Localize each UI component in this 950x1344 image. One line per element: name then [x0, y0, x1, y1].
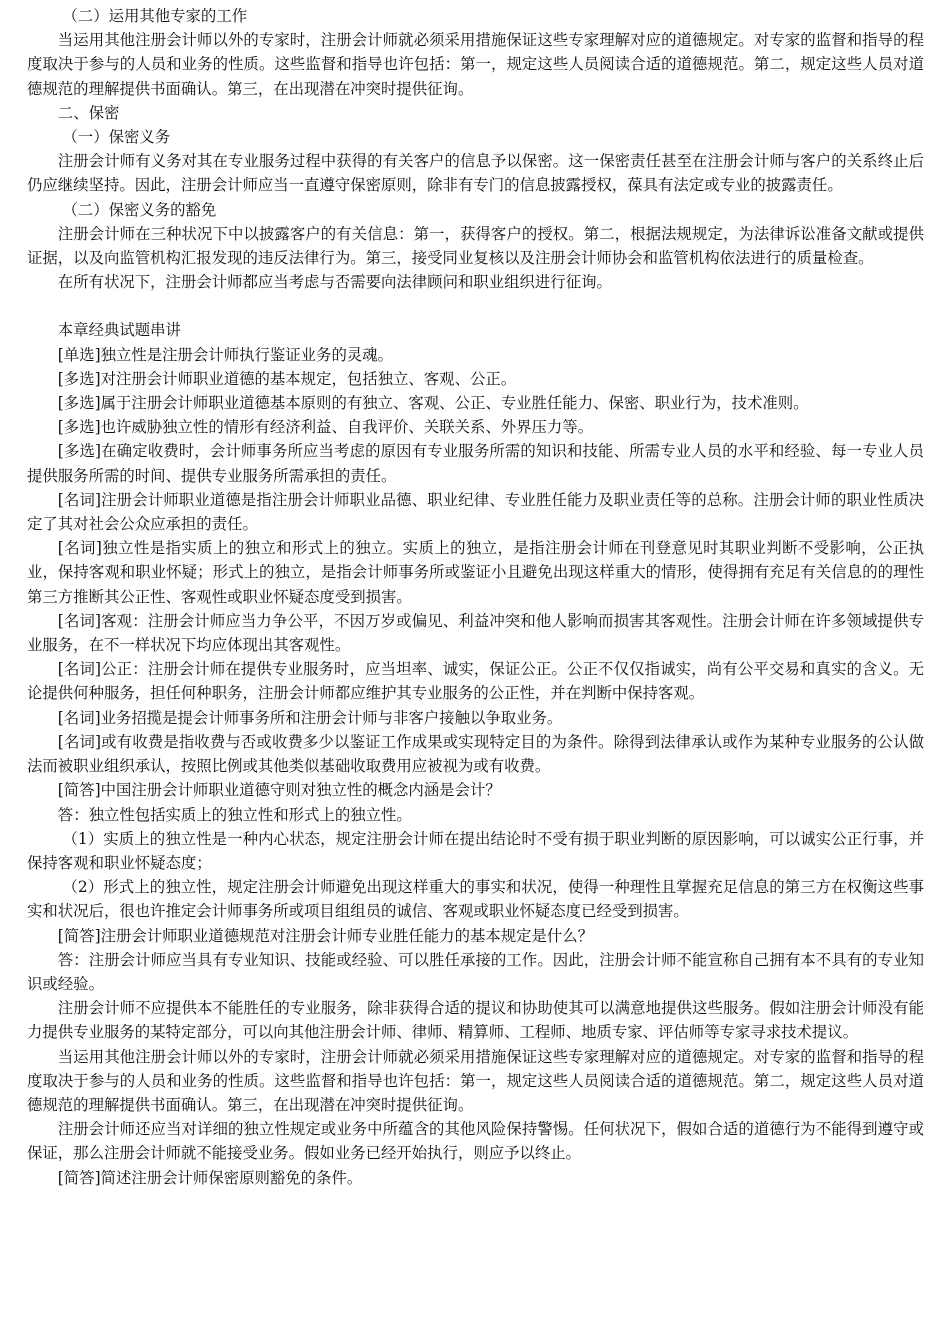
paragraph: 答：独立性包括实质上的独立性和形式上的独立性。 [57, 805, 412, 824]
paragraph: [名词]注册会计师职业道德是指注册会计师职业品德、职业纪律、专业胜任能力及职业责任等的总称。注册会计师的职业性质决定了其对社会公众应承担的责任。 [27, 490, 924, 534]
section-heading: 二、保密 [57, 103, 120, 122]
paragraph: 答：注册会计师应当具有专业知识、技能或经验、可以胜任承接的工作。因此，注册会计师不能宣称自己拥有本不具有的专业知识或经验。 [27, 950, 924, 993]
section-heading: （二）保密义务的豁免 [62, 200, 217, 219]
paragraph: [名词]客观：注册会计师应当力争公平，不因万岁或偏见、利益冲突和他人影响而损害其客观性。注册会计师在许多领域提供专业服务，在不一样状况下均应体现出其客观性。 [27, 611, 924, 655]
paragraph: [多选]在确定收费时，会计师事务所应当考虑的原因有专业服务所需的知识和技能、所需专业人员的水平和经验、每一专业人员提供服务所需的时间、提供专业服务所需承担的责任。 [27, 442, 924, 485]
paragraph: [简答]简述注册会计师保密原则豁免的条件。 [57, 1168, 363, 1187]
paragraph: [名词]公正：注册会计师在提供专业服务时，应当坦率、诚实，保证公正。公正不仅仅指诚实，尚有公平交易和真实的含义。无论提供何种服务，担任何种职务，注册会计师都应维护其专业服务的公正性，并在判断中保持客观。 [27, 660, 924, 703]
paragraph: [单选]独立性是注册会计师执行鉴证业务的灵魂。 [57, 345, 394, 364]
paragraph: [简答]注册会计师职业道德规范对注册会计师专业胜任能力的基本规定是什么？ [57, 926, 594, 945]
paragraph: [多选]对注册会计师职业道德的基本规定，包括独立、客观、公正。 [57, 369, 517, 388]
section-heading: （一）保密义务 [62, 128, 171, 147]
blank-line [27, 294, 924, 318]
paragraph: [名词]业务招揽是提会计师事务所和注册会计师与非客户接触以争取业务。 [57, 708, 563, 727]
paragraph: 当运用其他注册会计师以外的专家时，注册会计师就必须采用措施保证这些专家理解对应的道德规定。对专家的监督和指导的程度取决于参与的人员和业务的性质。这些监督和指导也许包括：第一，规定这些人员阅读合适的道德规范。第二，规定这些人员对道德规范的理解提供书面确认。第三，在出现潜在冲突时提供征询。 [27, 1047, 924, 1114]
paragraph: 注册会计师有义务对其在专业服务过程中获得的有关客户的信息予以保密。这一保密责任甚至在注册会计师与客户的关系终止后仍应继续坚持。因此，注册会计师应当一直遵守保密原则，除非有专门的信息披露授权，葆具有法定或专业的披露责任。 [27, 152, 924, 195]
section-heading: （二）运用其他专家的工作 [62, 7, 248, 25]
paragraph: [多选]属于注册会计师职业道德基本原则的有独立、客观、公正、专业胜任能力、保密、职业行为，技术准则。 [57, 394, 809, 413]
paragraph: 注册会计师在三种状况下中以披露客户的有关信息：第一，获得客户的授权。第二，根据法规规定，为法律诉讼准备文献或提供证据，以及向监管机构汇报发现的违反法律行为。第三，接受同业复核以及注册会计师协会和监管机构依法进行的质量检查。 [27, 224, 924, 268]
paragraph: 注册会计师不应提供本不能胜任的专业服务，除非获得合适的提议和协助使其可以满意地提供这些服务。假如注册会计师没有能力提供专业服务的某特定部分，可以向其他注册会计师、律师、精算师、工程师、地质专家、评估师等专家寻求技术提议。 [27, 999, 924, 1042]
paragraph: 在所有状况下，注册会计师都应当考虑与否需要向法律顾问和职业组织进行征询。 [57, 273, 612, 292]
paragraph: [简答]中国注册会计师职业道德守则对独立性的概念内涵是会计？ [57, 781, 501, 800]
paragraph: [多选]也许威胁独立性的情形有经济利益、自我评价、关联关系、外界压力等。 [57, 418, 594, 437]
paragraph: （2）形式上的独立性，规定注册会计师避免出现这样重大的事实和状况，使得一种理性且掌握充足信息的第三方在权衡这些事实和状况后，很也许推定会计师事务所或项目组组员的诚信、客观或职业怀疑态度已经受到损害。 [27, 878, 924, 921]
paragraph: 当运用其他注册会计师以外的专家时，注册会计师就必须采用措施保证这些专家理解对应的道德规定。对专家的监督和指导的程度取决于参与的人员和业务的性质。这些监督和指导也许包括：第一，规定这些人员阅读合适的道德规范。第二，规定这些人员对道德规范的理解提供书面确认。第三，在出现潜在冲突时提供征询。 [27, 31, 924, 98]
paragraph: [名词]或有收费是指收费与否或收费多少以鉴证工作成果或实现特定目的为条件。除得到法律承认或作为某种专业服务的公认做法而被职业组织承认，按照比例或其他类似基础收取费用应被视为或有收费。 [27, 732, 924, 776]
paragraph: 注册会计师还应当对详细的独立性规定或业务中所蕴含的其他风险保持警惕。任何状况下，假如合适的道德行为不能得到遵守或保证，那么注册会计师就不能接受业务。假如业务已经开始执行，则应予以终止。 [27, 1120, 924, 1163]
paragraph: [名词]独立性是指实质上的独立和形式上的独立。实质上的独立，是指注册会计师在刊登意见时其职业判断不受影响，公正执业，保持客观和职业怀疑；形式上的独立，是指会计师事务所或鉴证小且避免出现这样重大的情形，使得拥有充足有关信息的的理性第三方推断其公正性、客观性或职业怀疑态度受到损害。 [27, 539, 924, 606]
paragraph: 本章经典试题串讲 [57, 321, 181, 340]
document-page [27, 4, 924, 1190]
paragraph: （1）实质上的独立性是一种内心状态，规定注册会计师在提出结论时不受有损于职业判断的原因影响，可以诚实公正行事，并保持客观和职业怀疑态度； [27, 829, 924, 872]
